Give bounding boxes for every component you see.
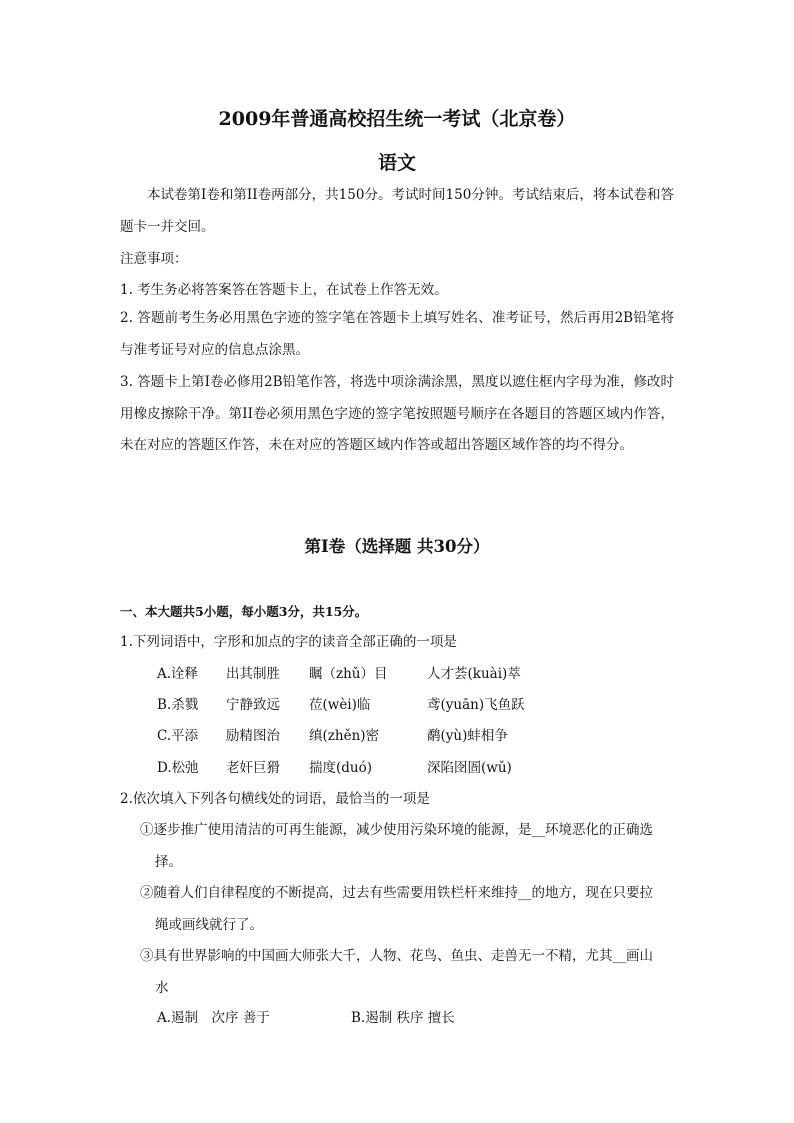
sentence-text: 绳或画线就行了。: [155, 916, 263, 933]
question-2-sentence-3: [140, 941, 674, 1004]
note-item-3: 3. 答题卡上第I卷必修用2B铅笔作答，将选中项涂满涂黑，黑度以遮住框内字母为准，修改时用橡皮擦除干净。第II卷必须用黑色字迹的签字笔按照题号顺序在各题目的答题区域内作答，未在对应的答题区作答，未在对应的答题区域内作答或超出答题区域作答的均不得分。: [120, 374, 675, 453]
sentence-text: ②随着人们自律程度的不断提高，过去有些需要用铁栏杆来维持__的地方，现在只要拉: [140, 885, 653, 901]
question-2-stem: 2.依次填入下列各句横线处的词语，最恰当的一项是: [120, 791, 430, 807]
notes-heading: 注意事项：: [120, 251, 188, 267]
option-word: 莅(wèi)临: [309, 697, 371, 713]
option-word: A.诠释: [157, 666, 199, 682]
option-word: 深陷囹圄(wǔ): [427, 760, 512, 776]
question-2-option-a: A.遏制 次序 善于: [157, 1010, 270, 1026]
option-word: 缜(zhěn)密: [309, 728, 380, 744]
question-2-option-b: B.遏制 秩序 擅长: [351, 1010, 455, 1026]
sentence-text: ③具有世界影响的中国画大师张大千，人物、花鸟、鱼虫、走兽无一不精，尤其__画山: [140, 948, 653, 964]
option-word: 揣度(duó): [309, 760, 372, 776]
option-word: B.杀戮: [157, 697, 199, 713]
sentence-text: 水: [155, 979, 169, 996]
option-word: 鹬(yù)蚌相争: [427, 728, 508, 744]
exam-title: 2009年普通高校招生统一考试（北京卷）: [218, 108, 576, 130]
option-word: 宁静致远: [226, 697, 280, 713]
question-2-sentence-1: [140, 815, 674, 878]
option-word: 瞩（zhǔ）目: [309, 666, 388, 682]
note-item-2: 2. 答题前考生务必用黑色字迹的签字笔在答题卡上填写姓名、准考证号，然后再用2B铅笔将与准考证号对应的信息点涂黑。: [120, 310, 674, 358]
option-word: 出其制胜: [226, 666, 280, 682]
option-word: 人才荟(kuài)萃: [427, 666, 521, 682]
intro-paragraph: 本试卷第I卷和第II卷两部分，共150分。考试时间150分钟。考试结束后，将本试卷和答题卡一并交回。: [120, 187, 674, 235]
question-2-sentence-2: [140, 878, 674, 941]
option-word: 励精图治: [226, 728, 280, 744]
note-item-1: 1. 考生务必将答案答在答题卡上，在试卷上作答无效。: [120, 282, 448, 298]
option-word: D.松弛: [157, 760, 199, 776]
sentence-text: ①逐步推广使用清洁的可再生能源，减少使用污染环境的能源，是__环境恶化的正确选: [140, 822, 653, 838]
question-1-stem: 1.下列词语中，字形和加点的字的读音全部正确的一项是: [120, 634, 457, 650]
section-title: 第I卷（选择题 共30分）: [304, 537, 490, 556]
option-word: C.平添: [157, 728, 199, 744]
sentence-text: 择。: [155, 853, 182, 870]
subject-title: 语文: [377, 152, 416, 174]
option-word: 鸢(yuān)飞鱼跃: [427, 697, 525, 713]
part-heading: 一、本大题共5小题，每小题3分，共15分。: [120, 604, 368, 619]
option-word: 老奸巨猾: [226, 760, 280, 776]
